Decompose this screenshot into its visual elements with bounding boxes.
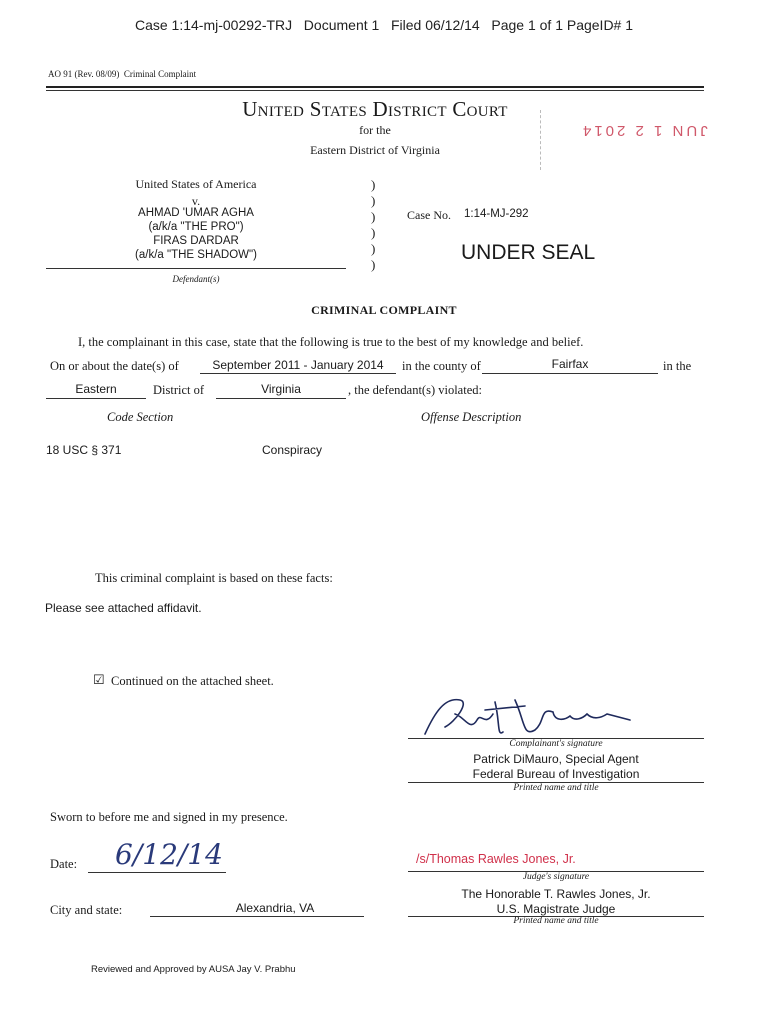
code-section-header: Code Section bbox=[107, 410, 174, 424]
received-stamp: JUN 1 2 2014 bbox=[580, 122, 708, 139]
form-id: AO 91 (Rev. 08/09) Criminal Complaint bbox=[48, 69, 197, 79]
header-rule bbox=[46, 86, 704, 88]
sworn-statement: Sworn to before me and signed in my presence. bbox=[50, 810, 288, 824]
violated-label: , the defendant(s) violated: bbox=[348, 383, 482, 397]
judge-signature-label: Judge's signature bbox=[522, 872, 590, 882]
complainant-name: Patrick DiMauro, Special Agent bbox=[473, 752, 639, 766]
court-district: Eastern District of Virginia bbox=[310, 143, 440, 157]
code-section-value: 18 USC § 371 bbox=[46, 443, 122, 457]
court-for-label: for the bbox=[359, 123, 391, 137]
defendants-label: Defendant(s) bbox=[172, 274, 220, 284]
header-rule-thin bbox=[46, 90, 704, 91]
caption-paren-column: ) ) ) ) ) ) bbox=[371, 177, 376, 272]
case-no-label: Case No. bbox=[407, 208, 451, 222]
judge-signature: /s/Thomas Rawles Jones, Jr. bbox=[416, 852, 576, 866]
caption-defendant-2-alias: (a/k/a "THE SHADOW") bbox=[135, 249, 257, 261]
complainant-signature-label: Complainant's signature bbox=[509, 739, 603, 749]
county-prefix: in the county of bbox=[402, 359, 481, 373]
complaint-heading: CRIMINAL COMPLAINT bbox=[311, 303, 457, 317]
continued-checkbox[interactable]: ☑ bbox=[93, 672, 105, 687]
date-prefix: On or about the date(s) of bbox=[50, 359, 179, 373]
caption-plaintiff: United States of America bbox=[135, 177, 257, 191]
case-header-stamp: Case 1:14-mj-00292-TRJ Document 1 Filed 06/12/14 Page 1 of 1 PageID# 1 bbox=[134, 17, 634, 33]
judge-printed-label: Printed name and title bbox=[513, 916, 599, 926]
district-underline bbox=[46, 398, 146, 399]
complainant-printed-label: Printed name and title bbox=[513, 783, 599, 793]
date-label: Date: bbox=[50, 857, 78, 871]
city-value: Alexandria, VA bbox=[235, 901, 315, 915]
district-value: Eastern bbox=[75, 382, 117, 396]
stamp-border bbox=[540, 110, 541, 170]
date-underline bbox=[200, 373, 396, 374]
complaint-intro: I, the complainant in this case, state that the following is true to the best of my knowledge and belief. bbox=[78, 335, 584, 349]
caption-defendant-2: FIRAS DARDAR bbox=[153, 235, 239, 247]
county-underline bbox=[482, 373, 658, 374]
offense-value: Conspiracy bbox=[262, 443, 323, 457]
judge-name: The Honorable T. Rawles Jones, Jr. bbox=[461, 887, 651, 901]
district-label: District of bbox=[153, 383, 205, 397]
city-label: City and state: bbox=[50, 903, 123, 917]
under-seal: UNDER SEAL bbox=[461, 241, 596, 264]
complainant-agency: Federal Bureau of Investigation bbox=[472, 767, 640, 781]
caption-versus: v. bbox=[191, 194, 201, 208]
date-value: September 2011 - January 2014 bbox=[212, 358, 384, 372]
facts-value: Please see attached affidavit. bbox=[45, 601, 202, 615]
facts-label: This criminal complaint is based on these facts: bbox=[95, 571, 333, 585]
caption-defendant-1: AHMAD 'UMAR AGHA bbox=[138, 207, 254, 219]
case-no-value: 1:14-MJ-292 bbox=[464, 208, 529, 220]
footer-reviewed: Reviewed and Approved by AUSA Jay V. Prabhu bbox=[91, 964, 296, 975]
complainant-signature-image bbox=[415, 692, 635, 742]
sworn-date-rule bbox=[88, 872, 226, 873]
state-value: Virginia bbox=[261, 382, 301, 396]
city-rule bbox=[150, 916, 364, 917]
court-title: United States District Court bbox=[242, 97, 508, 121]
judge-title: U.S. Magistrate Judge bbox=[496, 902, 616, 916]
caption-defendant-1-alias: (a/k/a "THE PRO") bbox=[148, 221, 244, 233]
state-underline bbox=[216, 398, 346, 399]
offense-description-header: Offense Description bbox=[421, 410, 522, 424]
county-suffix: in the bbox=[663, 359, 692, 373]
sworn-date-handwritten: 6/12/14 bbox=[115, 838, 223, 871]
caption-rule bbox=[46, 268, 346, 269]
county-value: Fairfax bbox=[551, 357, 589, 371]
continued-label: Continued on the attached sheet. bbox=[111, 674, 274, 688]
